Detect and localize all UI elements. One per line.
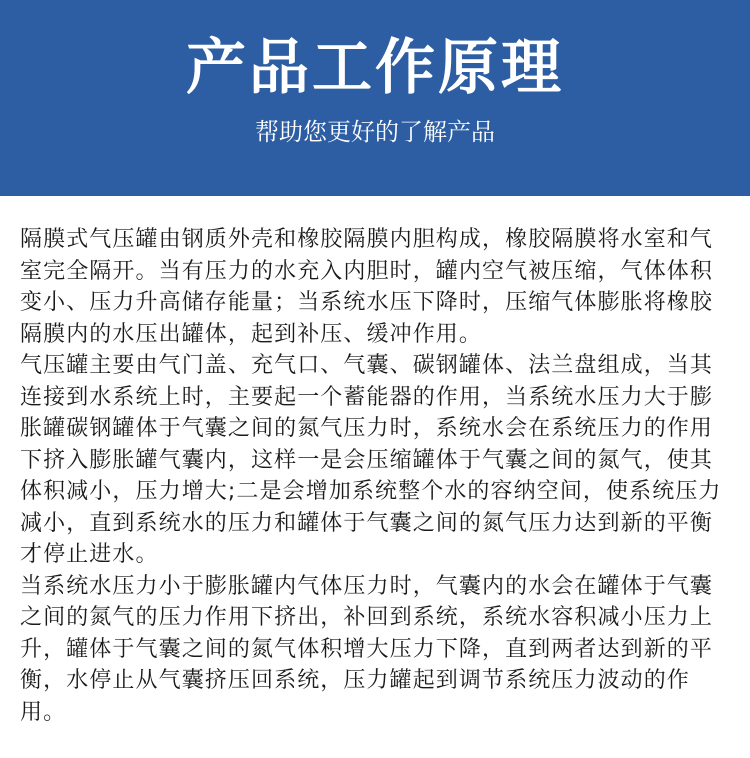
header-banner <box>0 0 750 196</box>
paragraph-components: 气压罐主要由气门盖、充气口、气囊、碳钢罐体、法兰盘组成，当其连接到水系统上时，主要起一个蓄能器的作用，当系统水压力大于膨胀罐碳钢罐体于气囊之间的氮气压力时，系统水会在系统压力的作用下挤入膨胀罐气囊内，这样一是会压缩罐体于气囊之间的氮气，使其体积减小，压力增大;二是会增加系统整个水的容纳空间，使系统压力减小，直到系统水的压力和罐体于气囊之间的氮气压力达到新的平衡才停止进水。 <box>20 353 722 567</box>
paragraph-release: 当系统水压力小于膨胀罐内气体压力时，气囊内的水会在罐体于气囊之间的氮气的压力作用下挤出，补回到系统，系统水容积减小压力上升，罐体于气囊之间的氮气体积增大压力下降，直到两者达到新的平衡，水停止从气囊挤压回系统，压力罐起到调节系统压力波动的作用。 <box>20 573 714 725</box>
description-body <box>20 224 732 728</box>
page-title: 产品工作原理 <box>186 33 564 103</box>
page-subtitle: 帮助您更好的了解产品 <box>255 118 495 146</box>
paragraph-structure: 隔膜式气压罐由钢质外壳和橡胶隔膜内胆构成，橡胶隔膜将水室和气室完全隔开。当有压力的水充入内胆时，罐内空气被压缩，气体体积变小、压力升高储存能量；当系统水压下降时，压缩气体膨胀将橡胶隔膜内的水压出罐体，起到补压、缓冲作用。 <box>20 227 714 347</box>
